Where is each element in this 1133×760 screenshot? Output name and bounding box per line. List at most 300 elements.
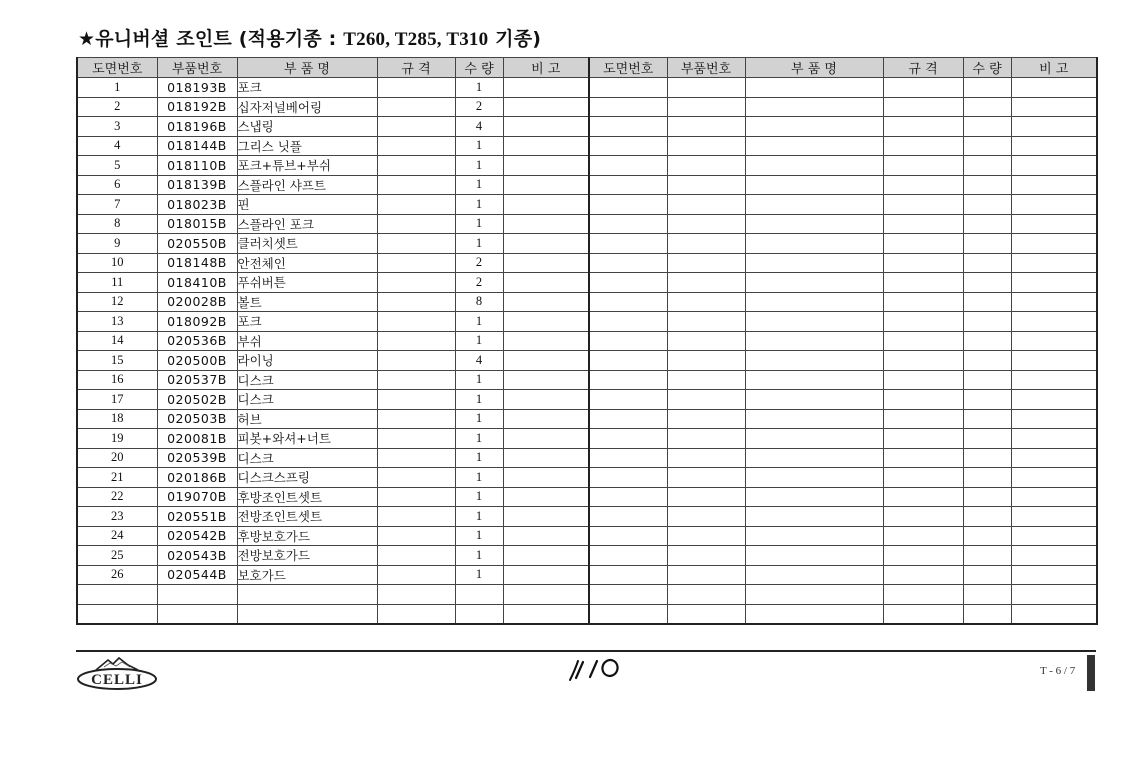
part-name-cell: 푸쉬버튼 xyxy=(237,273,377,293)
parts-table-body xyxy=(77,78,1097,625)
spec-cell-right xyxy=(883,214,963,234)
table-row xyxy=(77,117,1097,137)
drawing-no-cell: 5 xyxy=(77,156,157,176)
note-cell-right xyxy=(1011,292,1097,312)
drawing-no-cell-right xyxy=(589,604,667,624)
note-cell xyxy=(503,117,589,137)
qty-cell: 4 xyxy=(455,117,503,137)
part-no-cell: 020500B xyxy=(157,351,237,371)
part-no-cell-right xyxy=(667,448,745,468)
part-name-cell-right xyxy=(745,195,883,215)
part-no-cell: 020542B xyxy=(157,526,237,546)
table-row xyxy=(77,351,1097,371)
part-no-cell: 018110B xyxy=(157,156,237,176)
drawing-no-cell-right xyxy=(589,565,667,585)
spec-cell-right xyxy=(883,487,963,507)
part-name-cell-right xyxy=(745,136,883,156)
note-cell-right xyxy=(1011,253,1097,273)
part-no-cell: 018193B xyxy=(157,78,237,98)
part-no-cell-right xyxy=(667,546,745,566)
part-name-cell-right xyxy=(745,370,883,390)
spec-cell xyxy=(377,585,455,605)
part-no-cell-right xyxy=(667,97,745,117)
part-name-cell-right xyxy=(745,468,883,488)
note-cell-right xyxy=(1011,604,1097,624)
drawing-no-cell: 15 xyxy=(77,351,157,371)
note-cell-right xyxy=(1011,97,1097,117)
part-name-cell-right xyxy=(745,273,883,293)
note-cell-right xyxy=(1011,585,1097,605)
part-name-cell-right xyxy=(745,565,883,585)
note-cell-right xyxy=(1011,156,1097,176)
header-spec-right: 규 격 xyxy=(883,58,963,78)
note-cell-right xyxy=(1011,468,1097,488)
part-no-cell-right xyxy=(667,409,745,429)
part-no-cell-right xyxy=(667,565,745,585)
part-no-cell: 020081B xyxy=(157,429,237,449)
part-no-cell-right xyxy=(667,175,745,195)
qty-cell: 4 xyxy=(455,351,503,371)
header-note: 비 고 xyxy=(503,58,589,78)
qty-cell-right xyxy=(963,331,1011,351)
part-no-cell-right xyxy=(667,117,745,137)
part-name-cell-right xyxy=(745,507,883,527)
table-row xyxy=(77,156,1097,176)
title-models: T260, T285, T310 xyxy=(343,29,489,50)
drawing-no-cell: 17 xyxy=(77,390,157,410)
note-cell-right xyxy=(1011,507,1097,527)
spec-cell xyxy=(377,468,455,488)
qty-cell-right xyxy=(963,468,1011,488)
part-name-cell-right xyxy=(745,585,883,605)
part-no-cell-right xyxy=(667,214,745,234)
spec-cell xyxy=(377,214,455,234)
drawing-no-cell-right xyxy=(589,585,667,605)
drawing-no-cell: 3 xyxy=(77,117,157,137)
qty-cell: 1 xyxy=(455,331,503,351)
drawing-no-cell-right xyxy=(589,273,667,293)
drawing-no-cell: 10 xyxy=(77,253,157,273)
table-row xyxy=(77,565,1097,585)
drawing-no-cell: 21 xyxy=(77,468,157,488)
drawing-no-cell: 14 xyxy=(77,331,157,351)
header-note-right: 비 고 xyxy=(1011,58,1097,78)
title-main: 유니버셜 조인트 xyxy=(95,28,232,50)
spec-cell-right xyxy=(883,78,963,98)
note-cell-right xyxy=(1011,370,1097,390)
drawing-no-cell-right xyxy=(589,312,667,332)
part-no-cell-right xyxy=(667,331,745,351)
page-number: T - 6 / 7 xyxy=(1040,665,1076,677)
parts-table xyxy=(76,57,1098,625)
note-cell xyxy=(503,429,589,449)
qty-cell-right xyxy=(963,507,1011,527)
part-no-cell-right xyxy=(667,370,745,390)
page-title xyxy=(78,24,541,51)
drawing-no-cell: 18 xyxy=(77,409,157,429)
note-cell xyxy=(503,195,589,215)
table-row xyxy=(77,370,1097,390)
qty-cell-right xyxy=(963,409,1011,429)
qty-cell-right xyxy=(963,136,1011,156)
qty-cell-right xyxy=(963,312,1011,332)
spec-cell xyxy=(377,351,455,371)
part-name-cell: 디스크 xyxy=(237,370,377,390)
qty-cell-right xyxy=(963,604,1011,624)
drawing-no-cell: 7 xyxy=(77,195,157,215)
header-qty-right: 수 량 xyxy=(963,58,1011,78)
drawing-no-cell-right xyxy=(589,546,667,566)
note-cell-right xyxy=(1011,565,1097,585)
table-row xyxy=(77,487,1097,507)
part-name-cell-right xyxy=(745,78,883,98)
table-row xyxy=(77,429,1097,449)
drawing-no-cell-right xyxy=(589,97,667,117)
header-qty: 수 량 xyxy=(455,58,503,78)
part-no-cell: 018148B xyxy=(157,253,237,273)
spec-cell-right xyxy=(883,370,963,390)
part-name-cell: 부쉬 xyxy=(237,331,377,351)
spec-cell xyxy=(377,487,455,507)
spec-cell-right xyxy=(883,273,963,293)
qty-cell: 2 xyxy=(455,97,503,117)
note-cell xyxy=(503,331,589,351)
qty-cell-right xyxy=(963,156,1011,176)
spec-cell-right xyxy=(883,292,963,312)
part-no-cell: 018092B xyxy=(157,312,237,332)
spec-cell xyxy=(377,234,455,254)
part-name-cell-right xyxy=(745,156,883,176)
part-no-cell-right xyxy=(667,312,745,332)
qty-cell: 1 xyxy=(455,487,503,507)
note-cell xyxy=(503,136,589,156)
spec-cell-right xyxy=(883,409,963,429)
note-cell-right xyxy=(1011,78,1097,98)
spec-cell-right xyxy=(883,331,963,351)
spec-cell-right xyxy=(883,117,963,137)
table-row xyxy=(77,78,1097,98)
spec-cell-right xyxy=(883,136,963,156)
part-no-cell: 020543B xyxy=(157,546,237,566)
table-row xyxy=(77,214,1097,234)
drawing-no-cell: 11 xyxy=(77,273,157,293)
part-no-cell xyxy=(157,585,237,605)
note-cell xyxy=(503,507,589,527)
part-name-cell-right xyxy=(745,409,883,429)
drawing-no-cell-right xyxy=(589,468,667,488)
note-cell xyxy=(503,370,589,390)
part-no-cell-right xyxy=(667,487,745,507)
drawing-no-cell-right xyxy=(589,429,667,449)
table-row xyxy=(77,273,1097,293)
spec-cell-right xyxy=(883,429,963,449)
qty-cell: 1 xyxy=(455,156,503,176)
table-row xyxy=(77,234,1097,254)
part-name-cell: 후방조인트셋트 xyxy=(237,487,377,507)
part-name-cell-right xyxy=(745,214,883,234)
part-name-cell-right xyxy=(745,546,883,566)
spec-cell xyxy=(377,156,455,176)
part-no-cell-right xyxy=(667,234,745,254)
qty-cell: 1 xyxy=(455,195,503,215)
drawing-no-cell: 13 xyxy=(77,312,157,332)
drawing-no-cell: 22 xyxy=(77,487,157,507)
part-no-cell-right xyxy=(667,78,745,98)
qty-cell: 1 xyxy=(455,390,503,410)
note-cell xyxy=(503,78,589,98)
part-no-cell-right xyxy=(667,253,745,273)
part-no-cell: 020536B xyxy=(157,331,237,351)
part-no-cell-right xyxy=(667,292,745,312)
spec-cell xyxy=(377,97,455,117)
qty-cell-right xyxy=(963,546,1011,566)
header-part-name-right: 부 품 명 xyxy=(745,58,883,78)
part-name-cell: 후방보호가드 xyxy=(237,526,377,546)
spec-cell-right xyxy=(883,585,963,605)
spec-cell-right xyxy=(883,546,963,566)
drawing-no-cell-right xyxy=(589,409,667,429)
note-cell xyxy=(503,312,589,332)
spec-cell xyxy=(377,526,455,546)
qty-cell: 8 xyxy=(455,292,503,312)
qty-cell: 1 xyxy=(455,234,503,254)
note-cell-right xyxy=(1011,234,1097,254)
note-cell xyxy=(503,565,589,585)
part-no-cell: 020544B xyxy=(157,565,237,585)
drawing-no-cell-right xyxy=(589,214,667,234)
spec-cell xyxy=(377,370,455,390)
spec-cell xyxy=(377,253,455,273)
qty-cell-right xyxy=(963,565,1011,585)
part-no-cell: 018192B xyxy=(157,97,237,117)
drawing-no-cell-right xyxy=(589,117,667,137)
qty-cell: 2 xyxy=(455,273,503,293)
table-row xyxy=(77,585,1097,605)
spec-cell xyxy=(377,448,455,468)
spec-cell xyxy=(377,273,455,293)
spec-cell-right xyxy=(883,468,963,488)
note-cell-right xyxy=(1011,390,1097,410)
drawing-no-cell-right xyxy=(589,370,667,390)
part-no-cell xyxy=(157,604,237,624)
note-cell-right xyxy=(1011,409,1097,429)
part-name-cell-right xyxy=(745,117,883,137)
spec-cell-right xyxy=(883,351,963,371)
qty-cell-right xyxy=(963,78,1011,98)
qty-cell xyxy=(455,585,503,605)
part-name-cell: 볼트 xyxy=(237,292,377,312)
header-part-name: 부 품 명 xyxy=(237,58,377,78)
part-no-cell: 020550B xyxy=(157,234,237,254)
part-name-cell-right xyxy=(745,429,883,449)
qty-cell: 1 xyxy=(455,78,503,98)
qty-cell-right xyxy=(963,175,1011,195)
title-paren-open: (적용기종 : xyxy=(231,28,344,50)
part-no-cell: 020551B xyxy=(157,507,237,527)
drawing-no-cell-right xyxy=(589,507,667,527)
part-no-cell-right xyxy=(667,585,745,605)
spec-cell-right xyxy=(883,390,963,410)
part-no-cell-right xyxy=(667,195,745,215)
drawing-no-cell-right xyxy=(589,136,667,156)
spec-cell-right xyxy=(883,156,963,176)
table-row xyxy=(77,331,1097,351)
part-no-cell: 018196B xyxy=(157,117,237,137)
note-cell-right xyxy=(1011,487,1097,507)
drawing-no-cell-right xyxy=(589,195,667,215)
qty-cell-right xyxy=(963,195,1011,215)
qty-cell-right xyxy=(963,585,1011,605)
drawing-no-cell-right xyxy=(589,292,667,312)
note-cell xyxy=(503,97,589,117)
qty-cell-right xyxy=(963,253,1011,273)
drawing-no-cell xyxy=(77,604,157,624)
note-cell-right xyxy=(1011,273,1097,293)
note-cell-right xyxy=(1011,429,1097,449)
drawing-no-cell: 24 xyxy=(77,526,157,546)
drawing-no-cell: 1 xyxy=(77,78,157,98)
table-row xyxy=(77,526,1097,546)
drawing-no-cell: 20 xyxy=(77,448,157,468)
header-spec: 규 격 xyxy=(377,58,455,78)
header-drawing-no: 도면번호 xyxy=(77,58,157,78)
part-name-cell-right xyxy=(745,292,883,312)
note-cell xyxy=(503,214,589,234)
note-cell-right xyxy=(1011,546,1097,566)
qty-cell-right xyxy=(963,214,1011,234)
drawing-no-cell: 19 xyxy=(77,429,157,449)
spec-cell xyxy=(377,292,455,312)
handwritten-page-number xyxy=(566,653,622,683)
header-part-no: 부품번호 xyxy=(157,58,237,78)
drawing-no-cell-right xyxy=(589,156,667,176)
part-name-cell: 전방보호가드 xyxy=(237,546,377,566)
note-cell xyxy=(503,156,589,176)
part-name-cell-right xyxy=(745,234,883,254)
note-cell-right xyxy=(1011,526,1097,546)
drawing-no-cell-right xyxy=(589,448,667,468)
drawing-no-cell: 16 xyxy=(77,370,157,390)
spec-cell-right xyxy=(883,97,963,117)
note-cell xyxy=(503,448,589,468)
drawing-no-cell-right xyxy=(589,234,667,254)
part-name-cell-right xyxy=(745,253,883,273)
spec-cell xyxy=(377,175,455,195)
part-name-cell-right xyxy=(745,604,883,624)
part-no-cell: 020502B xyxy=(157,390,237,410)
part-name-cell-right xyxy=(745,312,883,332)
qty-cell-right xyxy=(963,390,1011,410)
part-no-cell: 020186B xyxy=(157,468,237,488)
star-icon: ★ xyxy=(78,28,96,50)
part-name-cell: 스냅링 xyxy=(237,117,377,137)
part-no-cell: 019070B xyxy=(157,487,237,507)
table-row xyxy=(77,195,1097,215)
qty-cell-right xyxy=(963,273,1011,293)
part-name-cell-right xyxy=(745,97,883,117)
logo-wordmark: CELLI xyxy=(91,672,143,688)
part-name-cell-right xyxy=(745,331,883,351)
spec-cell xyxy=(377,546,455,566)
part-no-cell: 020537B xyxy=(157,370,237,390)
note-cell xyxy=(503,546,589,566)
part-name-cell: 핀 xyxy=(237,195,377,215)
part-name-cell: 허브 xyxy=(237,409,377,429)
note-cell xyxy=(503,273,589,293)
qty-cell-right xyxy=(963,234,1011,254)
drawing-no-cell-right xyxy=(589,487,667,507)
part-name-cell: 포크 xyxy=(237,78,377,98)
part-name-cell-right xyxy=(745,526,883,546)
table-row xyxy=(77,409,1097,429)
spec-cell-right xyxy=(883,253,963,273)
qty-cell: 1 xyxy=(455,565,503,585)
footer-rule xyxy=(76,650,1096,652)
part-no-cell-right xyxy=(667,429,745,449)
qty-cell-right xyxy=(963,526,1011,546)
drawing-no-cell: 2 xyxy=(77,97,157,117)
note-cell-right xyxy=(1011,175,1097,195)
header-drawing-no-right: 도면번호 xyxy=(589,58,667,78)
part-no-cell: 018410B xyxy=(157,273,237,293)
spec-cell-right xyxy=(883,195,963,215)
part-no-cell: 018023B xyxy=(157,195,237,215)
qty-cell: 1 xyxy=(455,526,503,546)
note-cell xyxy=(503,604,589,624)
part-no-cell: 018144B xyxy=(157,136,237,156)
table-row xyxy=(77,604,1097,624)
part-name-cell: 스플라인 포크 xyxy=(237,214,377,234)
part-name-cell xyxy=(237,604,377,624)
note-cell xyxy=(503,409,589,429)
part-name-cell xyxy=(237,585,377,605)
drawing-no-cell xyxy=(77,585,157,605)
drawing-no-cell-right xyxy=(589,331,667,351)
spec-cell-right xyxy=(883,175,963,195)
part-no-cell-right xyxy=(667,507,745,527)
table-row xyxy=(77,136,1097,156)
part-name-cell-right xyxy=(745,175,883,195)
qty-cell-right xyxy=(963,429,1011,449)
part-no-cell-right xyxy=(667,351,745,371)
title-paren-close: 기종) xyxy=(488,28,542,50)
spec-cell-right xyxy=(883,565,963,585)
note-cell-right xyxy=(1011,117,1097,137)
qty-cell: 1 xyxy=(455,507,503,527)
note-cell xyxy=(503,234,589,254)
spec-cell xyxy=(377,78,455,98)
note-cell xyxy=(503,351,589,371)
qty-cell: 1 xyxy=(455,214,503,234)
spec-cell xyxy=(377,429,455,449)
part-name-cell-right xyxy=(745,351,883,371)
drawing-no-cell-right xyxy=(589,526,667,546)
part-no-cell-right xyxy=(667,604,745,624)
part-name-cell-right xyxy=(745,390,883,410)
spec-cell xyxy=(377,604,455,624)
note-cell xyxy=(503,468,589,488)
drawing-no-cell-right xyxy=(589,351,667,371)
table-row xyxy=(77,507,1097,527)
page-edge-bar xyxy=(1087,655,1095,691)
part-no-cell: 018139B xyxy=(157,175,237,195)
part-name-cell: 보호가드 xyxy=(237,565,377,585)
spec-cell xyxy=(377,507,455,527)
spec-cell-right xyxy=(883,312,963,332)
drawing-no-cell: 23 xyxy=(77,507,157,527)
part-no-cell: 020539B xyxy=(157,448,237,468)
table-header-row xyxy=(77,58,1097,78)
